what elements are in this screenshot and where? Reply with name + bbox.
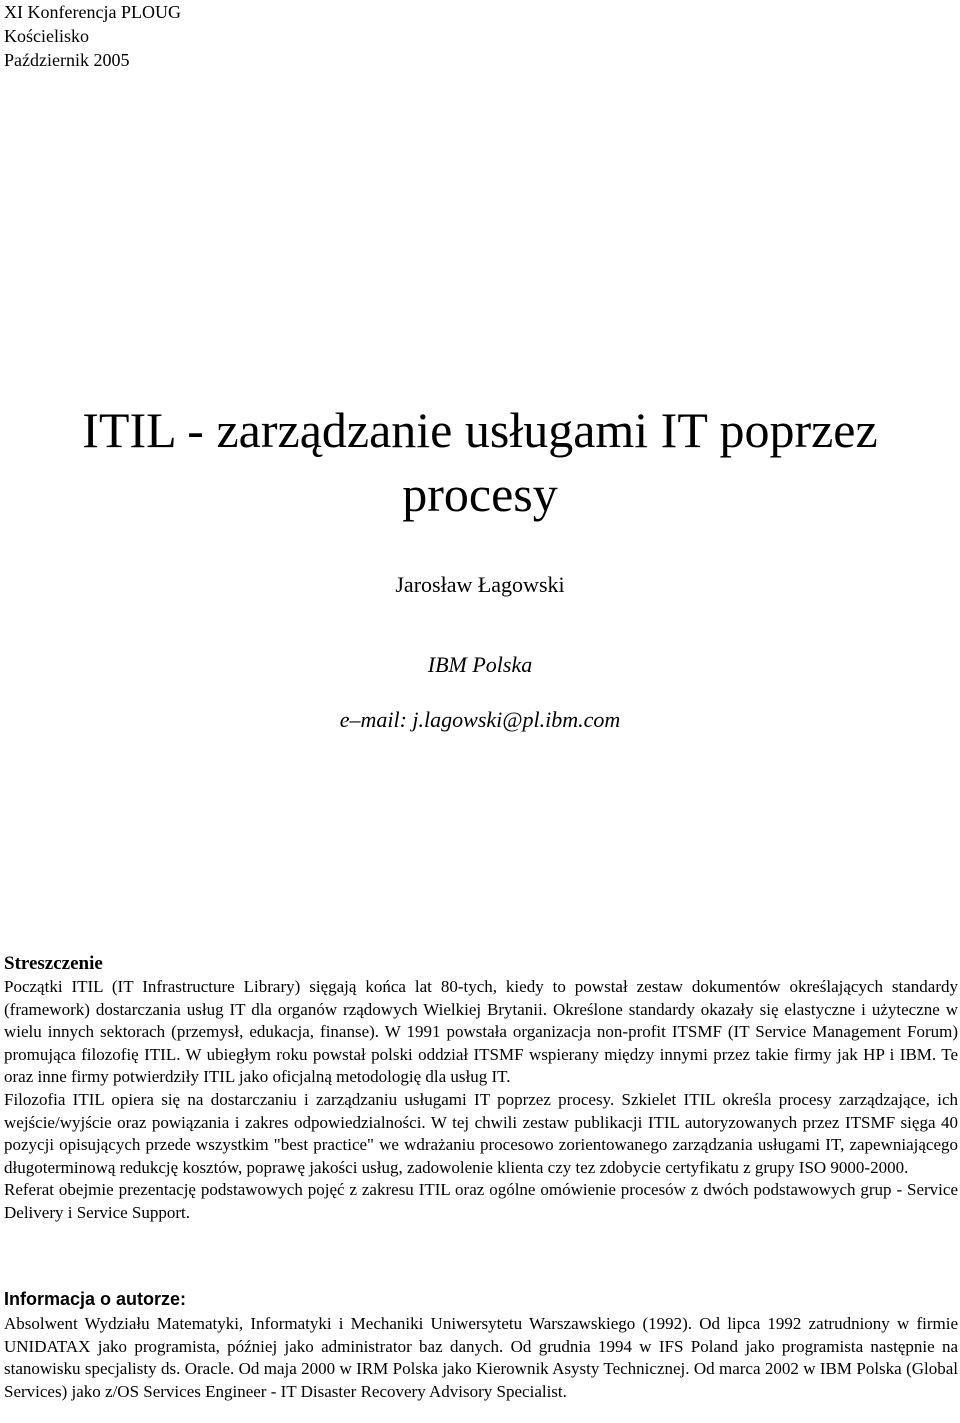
abstract-paragraph-1: Początki ITIL (IT Infrastructure Library) sięgają końca lat 80-tych, kiedy to powstał zestaw dokumentów określających standardy (framework) dostarczania usług IT dla organów rządowych Wielkiej Brytanii. Określone standardy okazały się elastyczne i użyteczne w wielu innych sektorach (przemysł, edukacja, finanse). W 1991 powstała organizacja non-profit ITSMF (IT Service Management Forum) promująca filozofię ITIL. W ubiegłym roku powstał polski oddział ITSMF wspierany między innymi przez takie firmy jak HP i IBM. Te oraz inne firmy potwierdziły ITIL jako oficjalną metodologię dla usług IT. xyxy=(4,977,958,1087)
author-affiliation: IBM Polska xyxy=(427,652,533,677)
abstract-section xyxy=(4,952,958,1225)
conference-date: Październik 2005 xyxy=(4,50,130,70)
author-email: e–mail: j.lagowski@pl.ibm.com xyxy=(339,707,621,732)
conference-header xyxy=(4,0,181,72)
abstract-paragraph-2: Filozofia ITIL opiera się na dostarczaniu i zarządzaniu usługami IT poprzez procesy. Szkielet ITIL określa procesy zarządzające, ich wejście/wyjście oraz powiązania i zakres odpowiedzialności. W tej chwili zestaw publikacji ITIL autoryzowanych przez ITSMF sięga 40 pozycji opisujących przede wszystkim "best practice" we wdrażaniu procesowo zorientowanego zarządzania usługami IT, zapewniającego długoterminową redukcję kosztów, poprawę jakości usług, zadowolenie klienta czy tez zdobycie certyfikatu z grupy ISO 9000-2000. xyxy=(4,1089,958,1177)
conference-location: Kościelisko xyxy=(4,26,89,46)
author-bio-text: Absolwent Wydziału Matematyki, Informatyki i Mechaniki Uniwersytetu Warszawskiego (1992). Od lipca 1992 zatrudniony w firmie UNIDATAX jako programista, później jako administrator baz danych. Od grudnia 1994 w IFS Poland jako programista następnie na stanowisku specjalisty ds. Oracle. Od maja 2000 w IRM Polska jako Kierownik Asysty Technicznej. Od marca 2002 w IBM Polska (Global Services) jako z/OS Services Engineer - IT Disaster Recovery Advisory Specialist. xyxy=(4,1314,958,1401)
author-bio-heading: Informacja o autorze: xyxy=(4,1289,187,1309)
conference-name: XI Konferencja PLOUG xyxy=(4,2,181,22)
paper-title-line-2: procesy xyxy=(402,466,558,522)
paper-title-line-1: ITIL - zarządzanie usługami IT poprzez xyxy=(82,402,878,458)
abstract-heading: Streszczenie xyxy=(4,953,103,974)
paper-title xyxy=(0,398,960,526)
abstract-paragraph-3: Referat obejmie prezentację podstawowych pojęć z zakresu ITIL oraz ogólne omówienie procesów z dwóch podstawowych grup - Service Delivery i Service Support. xyxy=(4,1180,958,1222)
author-name: Jarosław Łagowski xyxy=(395,572,565,597)
